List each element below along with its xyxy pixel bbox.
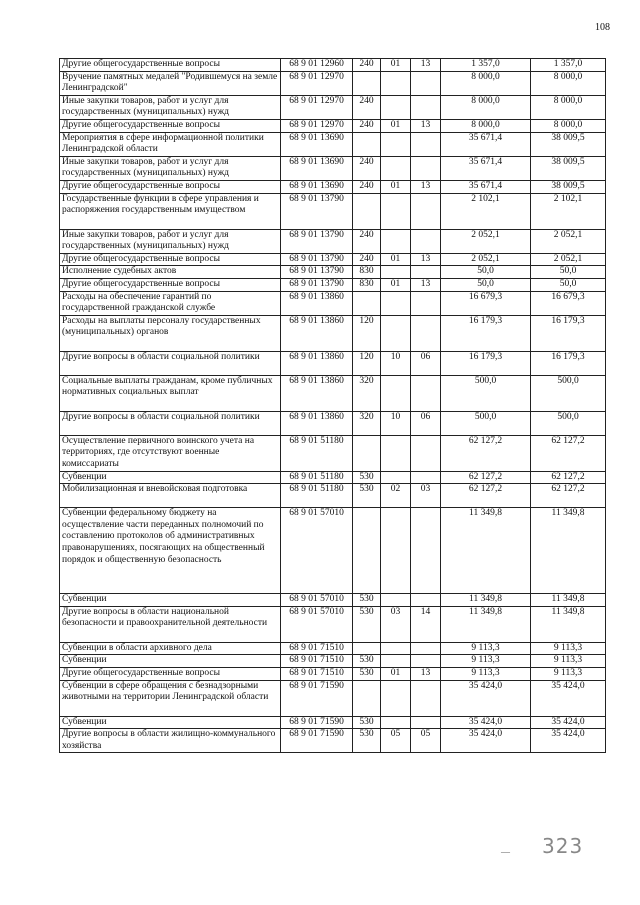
table-row: [60, 680, 606, 716]
cell-sum-2: 16 179,3: [531, 351, 606, 375]
table-row: [60, 278, 606, 291]
cell-sum-2: 9 113,3: [531, 668, 606, 681]
cell-sum-2: 11 349,8: [531, 606, 606, 642]
cell-csr: 68 9 01 13860: [281, 351, 353, 375]
cell-sum-1: 500,0: [441, 411, 531, 435]
cell-sum-1: 16 179,3: [441, 351, 531, 375]
cell-sum-2: 35 424,0: [531, 680, 606, 716]
cell-sum-1: 11 349,8: [441, 606, 531, 642]
cell-vr: [353, 291, 381, 315]
cell-rz: [381, 95, 411, 119]
cell-rz: [381, 655, 411, 668]
table-row: [60, 435, 606, 471]
cell-rz: 01: [381, 119, 411, 132]
cell-pr: [411, 375, 441, 411]
cell-vr: 530: [353, 668, 381, 681]
cell-csr: 68 9 01 13860: [281, 375, 353, 411]
cell-rz: 03: [381, 606, 411, 642]
cell-vr: [353, 71, 381, 95]
cell-vr: 530: [353, 594, 381, 607]
cell-csr: 68 9 01 13690: [281, 132, 353, 156]
cell-sum-2: 500,0: [531, 411, 606, 435]
cell-name: Другие общегосударственные вопросы: [60, 59, 281, 72]
table-row: [60, 668, 606, 681]
cell-vr: 530: [353, 655, 381, 668]
cell-sum-1: 62 127,2: [441, 435, 531, 471]
cell-sum-1: 8 000,0: [441, 71, 531, 95]
table-row: [60, 59, 606, 72]
cell-rz: 01: [381, 278, 411, 291]
cell-rz: [381, 266, 411, 279]
cell-rz: 01: [381, 668, 411, 681]
cell-vr: 240: [353, 253, 381, 266]
cell-name: Субвенции: [60, 655, 281, 668]
cell-pr: [411, 655, 441, 668]
cell-pr: [411, 266, 441, 279]
table-row: [60, 193, 606, 229]
cell-sum-1: 500,0: [441, 375, 531, 411]
table-row: [60, 71, 606, 95]
table-row: [60, 180, 606, 193]
cell-pr: 05: [411, 729, 441, 753]
table-row: [60, 508, 606, 594]
cell-sum-2: 50,0: [531, 266, 606, 279]
cell-pr: 13: [411, 253, 441, 266]
cell-name: Субвенции федеральному бюджету на осуществление части переданных полномочий по составлению протоколов об административных правонарушениях, посягающих на общественный порядок и общественную безопасность: [60, 508, 281, 594]
cell-name: Другие общегосударственные вопросы: [60, 278, 281, 291]
cell-rz: [381, 471, 411, 484]
cell-vr: [353, 680, 381, 716]
cell-pr: 13: [411, 119, 441, 132]
cell-csr: 68 9 01 51180: [281, 435, 353, 471]
cell-pr: [411, 716, 441, 729]
cell-sum-2: 500,0: [531, 375, 606, 411]
cell-csr: 68 9 01 71590: [281, 680, 353, 716]
cell-sum-1: 62 127,2: [441, 484, 531, 508]
cell-csr: 68 9 01 13790: [281, 278, 353, 291]
cell-sum-2: 2 052,1: [531, 229, 606, 253]
cell-sum-1: 11 349,8: [441, 508, 531, 594]
cell-csr: 68 9 01 57010: [281, 594, 353, 607]
cell-name: Другие вопросы в области социальной политики: [60, 351, 281, 375]
cell-csr: 68 9 01 51180: [281, 471, 353, 484]
cell-name: Иные закупки товаров, работ и услуг для государственных (муниципальных) нужд: [60, 95, 281, 119]
cell-sum-1: 35 671,4: [441, 180, 531, 193]
cell-vr: 530: [353, 606, 381, 642]
cell-sum-2: 62 127,2: [531, 435, 606, 471]
cell-csr: 68 9 01 13790: [281, 193, 353, 229]
cell-csr: 68 9 01 13860: [281, 411, 353, 435]
cell-rz: [381, 594, 411, 607]
cell-name: Другие общегосударственные вопросы: [60, 668, 281, 681]
cell-sum-1: 35 671,4: [441, 132, 531, 156]
cell-rz: [381, 291, 411, 315]
cell-sum-2: 62 127,2: [531, 484, 606, 508]
cell-vr: [353, 132, 381, 156]
cell-vr: 240: [353, 156, 381, 180]
cell-sum-2: 50,0: [531, 278, 606, 291]
cell-name: Мобилизационная и вневойсковая подготовка: [60, 484, 281, 508]
cell-sum-2: 62 127,2: [531, 471, 606, 484]
cell-rz: 10: [381, 411, 411, 435]
cell-pr: 13: [411, 59, 441, 72]
table-row: [60, 375, 606, 411]
cell-csr: 68 9 01 51180: [281, 484, 353, 508]
cell-csr: 68 9 01 13690: [281, 156, 353, 180]
cell-sum-2: 16 179,3: [531, 315, 606, 351]
cell-rz: [381, 156, 411, 180]
cell-csr: 68 9 01 13790: [281, 253, 353, 266]
cell-sum-1: 35 424,0: [441, 680, 531, 716]
cell-vr: 530: [353, 716, 381, 729]
cell-name: Субвенции в области архивного дела: [60, 642, 281, 655]
cell-pr: 13: [411, 278, 441, 291]
cell-sum-2: 9 113,3: [531, 655, 606, 668]
cell-sum-2: 8 000,0: [531, 71, 606, 95]
cell-vr: [353, 642, 381, 655]
cell-rz: [381, 435, 411, 471]
cell-sum-2: 35 424,0: [531, 716, 606, 729]
cell-name: Расходы на обеспечение гарантий по государственной гражданской службе: [60, 291, 281, 315]
cell-vr: 530: [353, 729, 381, 753]
cell-pr: [411, 229, 441, 253]
table-row: [60, 471, 606, 484]
cell-csr: 68 9 01 71590: [281, 716, 353, 729]
cell-vr: 240: [353, 119, 381, 132]
table-row: [60, 594, 606, 607]
cell-sum-1: 50,0: [441, 266, 531, 279]
cell-rz: 02: [381, 484, 411, 508]
cell-sum-1: 9 113,3: [441, 642, 531, 655]
cell-pr: [411, 642, 441, 655]
cell-name: Иные закупки товаров, работ и услуг для государственных (муниципальных) нужд: [60, 156, 281, 180]
cell-name: Другие общегосударственные вопросы: [60, 180, 281, 193]
cell-csr: 68 9 01 13860: [281, 315, 353, 351]
cell-name: Другие вопросы в области социальной политики: [60, 411, 281, 435]
cell-sum-1: 8 000,0: [441, 119, 531, 132]
cell-pr: 06: [411, 411, 441, 435]
cell-rz: 01: [381, 253, 411, 266]
cell-sum-2: 2 102,1: [531, 193, 606, 229]
cell-vr: 120: [353, 351, 381, 375]
cell-vr: 240: [353, 180, 381, 193]
cell-pr: 03: [411, 484, 441, 508]
table-row: [60, 253, 606, 266]
cell-pr: [411, 471, 441, 484]
cell-rz: [381, 193, 411, 229]
cell-name: Государственные функции в сфере управления и распоряжения государственным имуществом: [60, 193, 281, 229]
cell-csr: 68 9 01 13790: [281, 229, 353, 253]
cell-rz: [381, 680, 411, 716]
cell-rz: 05: [381, 729, 411, 753]
cell-name: Иные закупки товаров, работ и услуг для государственных (муниципальных) нужд: [60, 229, 281, 253]
cell-sum-2: 38 009,5: [531, 156, 606, 180]
cell-rz: 10: [381, 351, 411, 375]
cell-sum-2: 38 009,5: [531, 180, 606, 193]
cell-rz: [381, 229, 411, 253]
cell-rz: [381, 508, 411, 594]
cell-csr: 68 9 01 57010: [281, 508, 353, 594]
cell-sum-1: 11 349,8: [441, 594, 531, 607]
cell-pr: [411, 594, 441, 607]
cell-csr: 68 9 01 57010: [281, 606, 353, 642]
cell-vr: 320: [353, 411, 381, 435]
cell-sum-2: 38 009,5: [531, 132, 606, 156]
cell-vr: 120: [353, 315, 381, 351]
cell-csr: 68 9 01 71590: [281, 729, 353, 753]
cell-rz: [381, 716, 411, 729]
cell-pr: 06: [411, 351, 441, 375]
cell-sum-1: 9 113,3: [441, 668, 531, 681]
cell-sum-2: 9 113,3: [531, 642, 606, 655]
cell-vr: 240: [353, 95, 381, 119]
table-row: [60, 315, 606, 351]
page-number: 108: [595, 22, 610, 33]
cell-vr: [353, 193, 381, 229]
cell-name: Другие вопросы в области национальной безопасности и правоохранительной деятельности: [60, 606, 281, 642]
cell-name: Субвенции: [60, 471, 281, 484]
cell-pr: [411, 193, 441, 229]
table-row: [60, 484, 606, 508]
budget-table-body: [60, 59, 606, 753]
table-row: [60, 606, 606, 642]
cell-name: Субвенции: [60, 594, 281, 607]
cell-csr: 68 9 01 71510: [281, 642, 353, 655]
cell-rz: [381, 315, 411, 351]
table-row: [60, 291, 606, 315]
cell-sum-1: 35 671,4: [441, 156, 531, 180]
cell-csr: 68 9 01 13690: [281, 180, 353, 193]
cell-pr: [411, 156, 441, 180]
cell-name: Мероприятия в сфере информационной политики Ленинградской области: [60, 132, 281, 156]
cell-sum-2: 8 000,0: [531, 95, 606, 119]
table-row: [60, 119, 606, 132]
cell-sum-1: 2 102,1: [441, 193, 531, 229]
cell-sum-1: 62 127,2: [441, 471, 531, 484]
cell-sum-2: 1 357,0: [531, 59, 606, 72]
footer-mark: —: [501, 847, 510, 857]
cell-name: Субвенции в сфере обращения с безнадзорными животными на территории Ленинградской области: [60, 680, 281, 716]
page-stamp: 323: [542, 834, 584, 858]
cell-name: Вручение памятных медалей "Родившемуся на земле Ленинградской": [60, 71, 281, 95]
cell-csr: 68 9 01 13860: [281, 291, 353, 315]
cell-sum-2: 16 679,3: [531, 291, 606, 315]
table-row: [60, 655, 606, 668]
cell-name: Расходы на выплаты персоналу государственных (муниципальных) органов: [60, 315, 281, 351]
cell-csr: 68 9 01 71510: [281, 668, 353, 681]
cell-vr: [353, 435, 381, 471]
cell-pr: [411, 132, 441, 156]
cell-pr: [411, 508, 441, 594]
cell-sum-1: 16 679,3: [441, 291, 531, 315]
cell-vr: [353, 508, 381, 594]
cell-sum-1: 50,0: [441, 278, 531, 291]
cell-csr: 68 9 01 12970: [281, 71, 353, 95]
cell-csr: 68 9 01 71510: [281, 655, 353, 668]
cell-sum-2: 11 349,8: [531, 508, 606, 594]
cell-sum-1: 9 113,3: [441, 655, 531, 668]
cell-sum-1: 35 424,0: [441, 716, 531, 729]
cell-sum-2: 2 052,1: [531, 253, 606, 266]
table-row: [60, 266, 606, 279]
table-row: [60, 229, 606, 253]
table-row: [60, 132, 606, 156]
cell-name: Другие вопросы в области жилищно-коммунального хозяйства: [60, 729, 281, 753]
cell-vr: 530: [353, 484, 381, 508]
cell-sum-1: 35 424,0: [441, 729, 531, 753]
cell-vr: 320: [353, 375, 381, 411]
table-row: [60, 642, 606, 655]
table-row: [60, 729, 606, 753]
cell-name: Исполнение судебных актов: [60, 266, 281, 279]
cell-vr: 830: [353, 266, 381, 279]
cell-sum-1: 8 000,0: [441, 95, 531, 119]
cell-name: Другие общегосударственные вопросы: [60, 253, 281, 266]
table-row: [60, 351, 606, 375]
cell-name: Осуществление первичного воинского учета на территориях, где отсутствуют военные комиссариаты: [60, 435, 281, 471]
table-row: [60, 95, 606, 119]
budget-table: [59, 58, 606, 753]
table-row: [60, 716, 606, 729]
cell-pr: 13: [411, 180, 441, 193]
cell-pr: [411, 71, 441, 95]
cell-sum-1: 1 357,0: [441, 59, 531, 72]
cell-vr: 830: [353, 278, 381, 291]
cell-pr: [411, 315, 441, 351]
cell-rz: 01: [381, 180, 411, 193]
cell-pr: 14: [411, 606, 441, 642]
cell-rz: [381, 132, 411, 156]
cell-vr: 530: [353, 471, 381, 484]
cell-sum-2: 11 349,8: [531, 594, 606, 607]
cell-rz: [381, 375, 411, 411]
cell-rz: [381, 71, 411, 95]
cell-csr: 68 9 01 12970: [281, 119, 353, 132]
cell-sum-1: 16 179,3: [441, 315, 531, 351]
cell-csr: 68 9 01 13790: [281, 266, 353, 279]
cell-sum-1: 2 052,1: [441, 253, 531, 266]
cell-pr: 13: [411, 668, 441, 681]
cell-pr: [411, 435, 441, 471]
cell-name: Субвенции: [60, 716, 281, 729]
cell-pr: [411, 291, 441, 315]
cell-pr: [411, 680, 441, 716]
cell-name: Другие общегосударственные вопросы: [60, 119, 281, 132]
cell-rz: 01: [381, 59, 411, 72]
cell-sum-2: 35 424,0: [531, 729, 606, 753]
table-row: [60, 156, 606, 180]
cell-pr: [411, 95, 441, 119]
cell-rz: [381, 642, 411, 655]
table-row: [60, 411, 606, 435]
cell-vr: 240: [353, 59, 381, 72]
cell-vr: 240: [353, 229, 381, 253]
cell-csr: 68 9 01 12960: [281, 59, 353, 72]
cell-sum-1: 2 052,1: [441, 229, 531, 253]
cell-name: Социальные выплаты гражданам, кроме публичных нормативных социальных выплат: [60, 375, 281, 411]
cell-csr: 68 9 01 12970: [281, 95, 353, 119]
cell-sum-2: 8 000,0: [531, 119, 606, 132]
